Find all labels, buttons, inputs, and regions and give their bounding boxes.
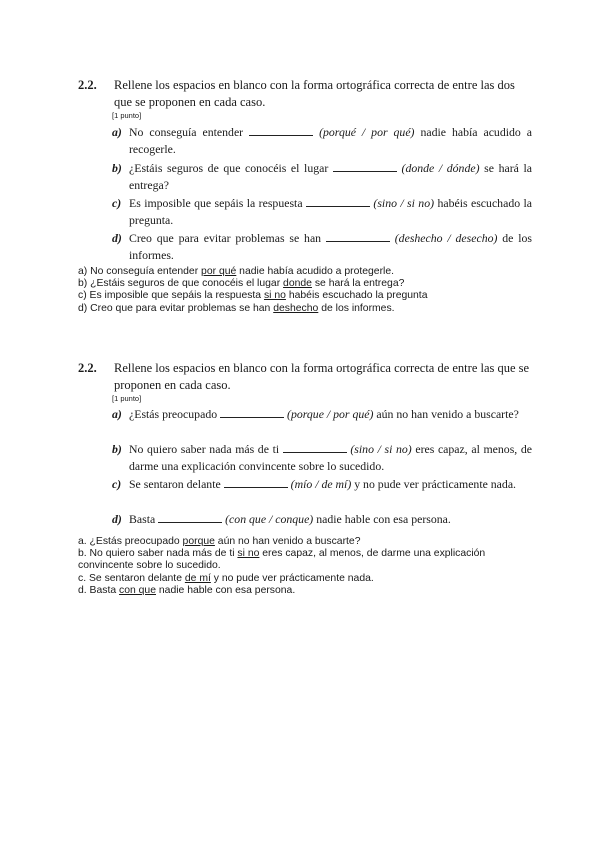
- answer-blank: [158, 513, 222, 523]
- answer-word: de mí: [184, 572, 211, 584]
- answer-blank: [220, 408, 284, 418]
- answer-line: d. Basta con que nadie hable con esa persona.: [78, 584, 296, 596]
- exercise-points: [1 punto]: [112, 111, 142, 120]
- question-label: b): [112, 442, 122, 456]
- question-label: a): [112, 407, 122, 421]
- answer-word: por qué: [201, 266, 237, 277]
- exercise-points: [1 punto]: [112, 394, 142, 403]
- question-options: (porque / por qué): [287, 407, 374, 421]
- answer-word: si no: [263, 290, 286, 302]
- exercise-instruction: Rellene los espacios en blanco con la forma ortográfica correcta de entre las dos que se proponen en cada caso.: [114, 78, 515, 109]
- answer-word: si no: [237, 548, 260, 560]
- answer-blank: [283, 443, 347, 453]
- answer-line: c) Es imposible que sepáis la respuesta si no habéis escuchado la pregunta: [78, 290, 428, 302]
- answer-line: b. No quiero saber nada más de ti si no eres capaz, al menos, de darme una explicación convincente sobre lo sucedido.: [78, 548, 486, 572]
- question-options: (donde / dónde): [401, 161, 480, 175]
- question-options: (porqué / por qué): [319, 125, 415, 139]
- exercise-number: 2.2.: [78, 78, 97, 92]
- answer-line: a. ¿Estás preocupado porque aún no han venido a buscarte?: [78, 536, 361, 547]
- answer-word: con que: [119, 584, 156, 596]
- answer-word: donde: [283, 278, 312, 290]
- question-c: c) Es imposible que sepáis la respuesta (sino / si no) habéis escuchado la pregunta.: [112, 196, 533, 227]
- answer-line: a) No conseguía entender por qué nadie había acudido a protegerle.: [78, 266, 395, 277]
- answer-blank: [306, 197, 370, 207]
- answer-blank: [249, 126, 313, 136]
- answer-key: [78, 266, 538, 315]
- question-d: d) Basta (con que / conque) nadie hable con esa persona.: [112, 512, 451, 526]
- answer-line: d) Creo que para evitar problemas se han deshecho de los informes.: [78, 302, 395, 314]
- question-options: (sino / si no): [350, 442, 412, 456]
- question-label: d): [112, 231, 122, 245]
- answer-blank: [326, 232, 390, 242]
- question-d: d) Creo que para evitar problemas se han (deshecho / desecho) de los informes.: [112, 231, 532, 262]
- answer-blank: [224, 478, 288, 488]
- exercise-instruction: Rellene los espacios en blanco con la forma ortográfica correcta de entre las que se proponen en cada caso.: [114, 361, 530, 392]
- answer-key: [78, 536, 538, 597]
- answer-blank: [333, 162, 397, 172]
- question-a: a) ¿Estás preocupado (porque / por qué) aún no han venido a buscarte?: [112, 407, 519, 421]
- question-options: (mío / de mí): [290, 477, 352, 491]
- question-b: b) ¿Estáis seguros de que conocéis el lugar (donde / dónde) se hará la entrega?: [112, 161, 532, 192]
- question-label: a): [112, 125, 122, 139]
- question-label: c): [112, 477, 122, 491]
- answer-word: deshecho: [273, 302, 319, 314]
- question-b: b) No quiero saber nada más de ti (sino / si no) eres capaz, al menos, de darme una explicación convincente sobre lo sucedido.: [112, 442, 532, 473]
- question-label: d): [112, 512, 122, 526]
- question-label: b): [112, 161, 122, 175]
- exercise-number: 2.2.: [78, 361, 97, 375]
- question-options: (deshecho / desecho): [394, 231, 498, 245]
- question-options: (con que / conque): [225, 512, 314, 526]
- question-label: c): [112, 196, 122, 210]
- answer-word: porque: [182, 536, 215, 547]
- question-a: a) No conseguía entender (porqué / por qué) nadie había acudido a recogerle.: [112, 125, 533, 156]
- question-c: c) Se sentaron delante (mío / de mí) y no pude ver prácticamente nada.: [112, 477, 517, 491]
- answer-line: b) ¿Estáis seguros de que conocéis el lugar donde se hará la entrega?: [78, 278, 405, 290]
- question-options: (sino / si no): [373, 196, 435, 210]
- answer-line: c. Se sentaron delante de mí y no pude ver prácticamente nada.: [78, 572, 374, 584]
